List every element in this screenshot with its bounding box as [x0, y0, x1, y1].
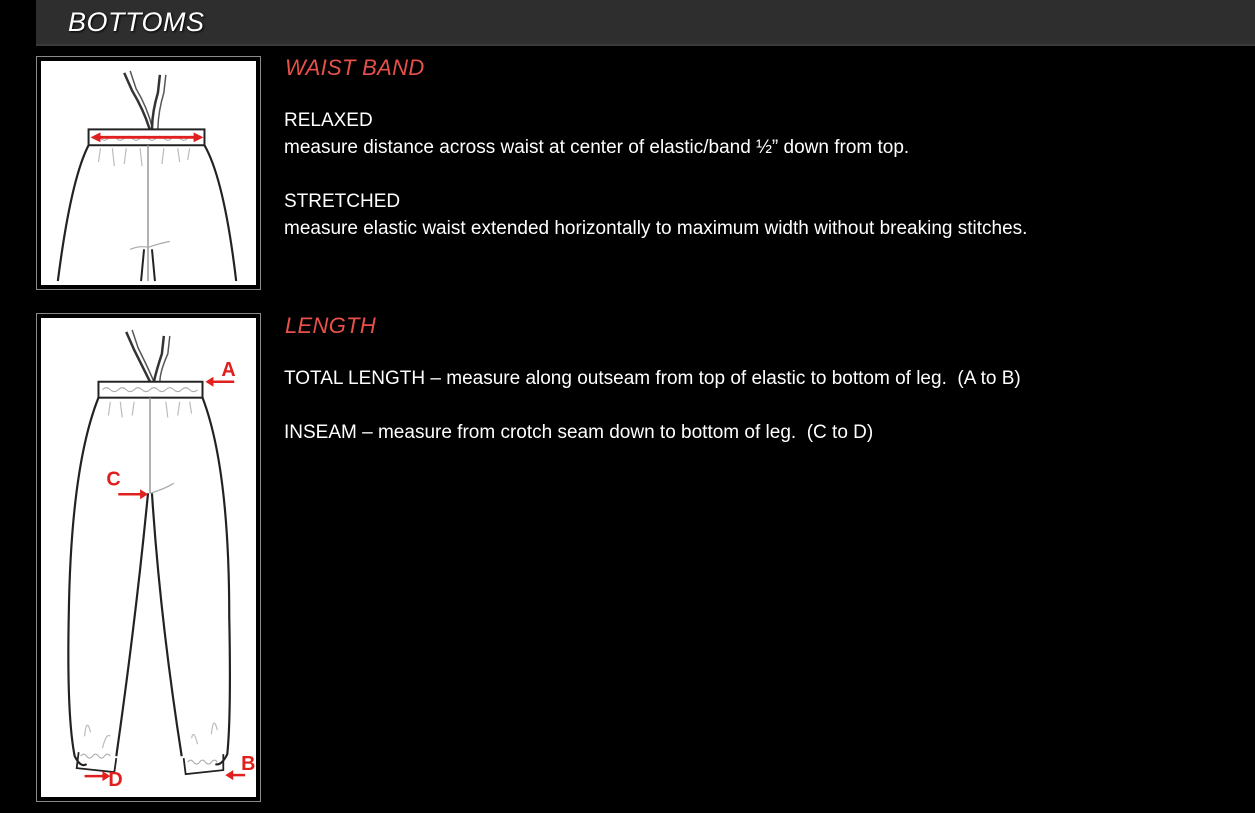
total-length-description: measure along outseam from top of elastic to bottom of leg. (A to B) — [446, 368, 1021, 389]
total-length-separator: – — [425, 368, 447, 389]
svg-text:C: C — [106, 468, 121, 491]
length-diagram-frame — [36, 313, 261, 802]
relaxed-label: RELAXED — [284, 110, 373, 131]
inseam-label: INSEAM — [284, 422, 357, 443]
pants-length-diagram-icon — [41, 318, 256, 797]
inseam-separator: – — [356, 422, 378, 443]
svg-text:D: D — [108, 769, 123, 792]
svg-text:B: B — [241, 753, 256, 776]
section-header-title: BOTTOMS — [68, 7, 205, 37]
inseam-description: measure from crotch seam down to bottom of leg. (C to D) — [377, 422, 874, 443]
stretched-label: STRETCHED — [284, 191, 401, 212]
pants-waistband-diagram-icon — [41, 61, 256, 285]
svg-text:A: A — [221, 358, 236, 381]
section-title-length: LENGTH — [285, 313, 377, 338]
section-title-waist-band: WAIST BAND — [285, 55, 425, 80]
stretched-description: measure elastic waist extended horizontally to maximum width without breaking stitches. — [284, 218, 1028, 239]
total-length-label: TOTAL LENGTH — [284, 368, 426, 389]
waistband-diagram-frame — [36, 56, 261, 290]
total-length-row — [284, 368, 1021, 390]
section-header — [36, 0, 1255, 46]
inseam-row — [284, 422, 873, 444]
relaxed-description: measure distance across waist at center of elastic/band ½” down from top. — [284, 137, 910, 158]
